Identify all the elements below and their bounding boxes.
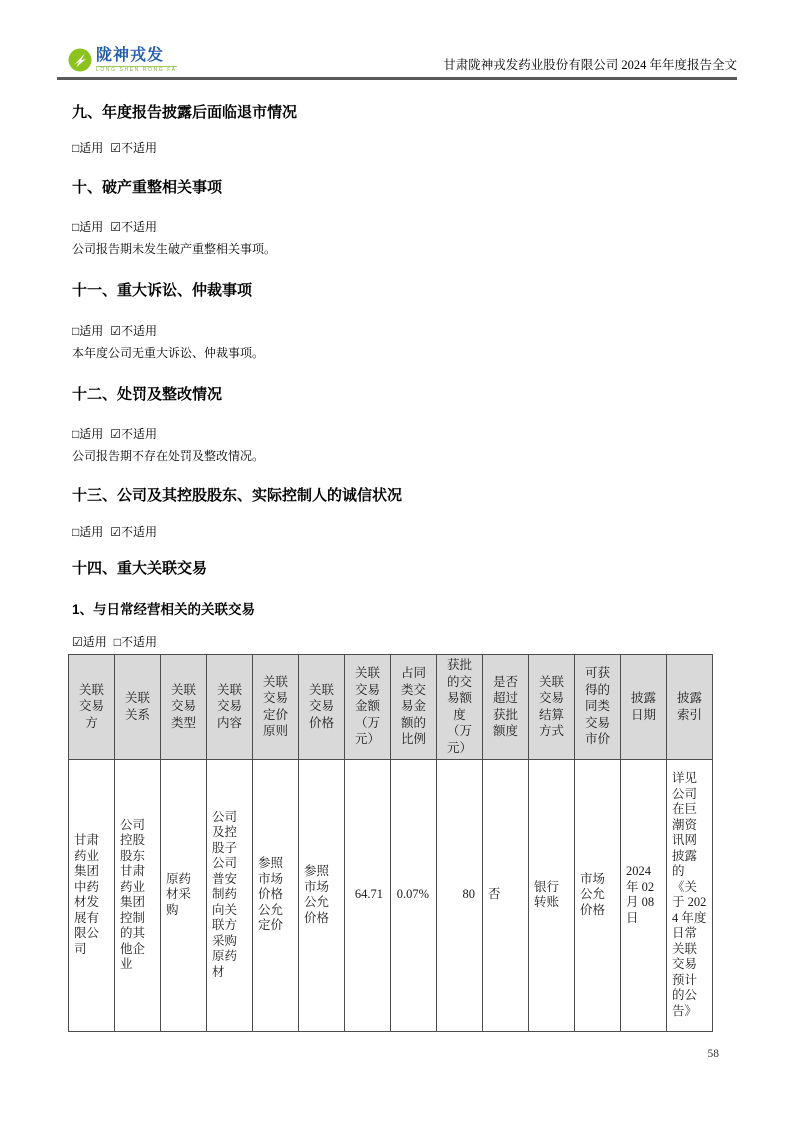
subsection-heading: 1、与日常经营相关的关联交易 [72,601,256,617]
col-header-disclosure-index: 披露索引 [667,654,713,759]
cell-proportion: 0.07% [391,759,437,1031]
cell-related-party: 甘肃药业集团中药材发展有限公司 [69,759,115,1031]
col-header-approved-quota: 获批的交易额度（万元） [437,654,483,759]
cell-disclosure-date: 2024 年 02 月 08 日 [621,759,667,1031]
cell-settlement-method: 银行转账 [529,759,575,1031]
cell-disclosure-index: 详见公司在巨潮资讯网披露的《关于 2024 年度日常关联交易预计的公告》 [667,759,713,1031]
logo-brand-subtitle: LONG SHEN RONG FA [96,67,177,73]
section-paragraph-12: 公司报告期不存在处罚及整改情况。 [72,448,265,463]
applicability-checkboxes-9: □适用 ☑不适用 [72,140,158,155]
col-header-pricing-principle: 关联交易定价原则 [253,654,299,759]
section-heading-14: 十四、重大关联交易 [72,559,208,577]
applicability-checkboxes-10: □适用 ☑不适用 [72,219,158,234]
col-header-disclosure-date: 披露日期 [621,654,667,759]
logo-brand-name: 陇神戎发 [96,47,165,64]
document-title: 甘肃陇神戎发药业股份有限公司 2024 年年度报告全文 [443,58,737,72]
col-header-transaction-content: 关联交易内容 [207,654,253,759]
header-divider [57,77,737,80]
col-header-market-price: 可获得的同类交易市价 [575,654,621,759]
applicability-checkboxes-subsection: ☑适用 □不适用 [72,634,158,649]
col-header-proportion: 占同类交易金额的比例 [391,654,437,759]
col-header-transaction-amount: 关联交易金额（万元） [345,654,391,759]
col-header-exceed-quota: 是否超过获批额度 [483,654,529,759]
section-paragraph-11: 本年度公司无重大诉讼、仲裁事项。 [72,345,265,360]
col-header-settlement-method: 关联交易结算方式 [529,654,575,759]
applicability-checkboxes-11: □适用 ☑不适用 [72,323,158,338]
page-header [57,0,737,73]
section-heading-10: 十、破产重整相关事项 [72,178,223,196]
related-transactions-table [68,654,713,1032]
company-logo [68,48,177,73]
table-data-row [69,759,713,1031]
page-number: 58 [707,1048,719,1060]
col-header-related-party: 关联交易方 [69,654,115,759]
cell-market-price: 市场公允价格 [575,759,621,1031]
cell-transaction-content: 公司及控股子公司普安制药向关联方采购原药材 [207,759,253,1031]
col-header-transaction-price: 关联交易价格 [299,654,345,759]
cell-pricing-principle: 参照市场价格公允定价 [253,759,299,1031]
cell-approved-quota: 80 [437,759,483,1031]
cell-exceed-quota: 否 [483,759,529,1031]
section-heading-9: 九、年度报告披露后面临退市情况 [72,103,298,121]
col-header-transaction-type: 关联交易类型 [161,654,207,759]
table-header-row [69,654,713,759]
cell-transaction-amount: 64.71 [345,759,391,1031]
section-paragraph-10: 公司报告期未发生破产重整相关事项。 [72,241,277,256]
cell-transaction-price: 参照市场公允价格 [299,759,345,1031]
col-header-relationship: 关联关系 [115,654,161,759]
section-heading-12: 十二、处罚及整改情况 [72,385,223,403]
logo-text [96,48,177,73]
cell-relationship: 公司控股股东甘肃药业集团控制的其他企业 [115,759,161,1031]
logo-bird-icon [68,48,92,72]
applicability-checkboxes-13: □适用 ☑不适用 [72,524,158,539]
section-heading-13: 十三、公司及其控股股东、实际控制人的诚信状况 [72,486,403,504]
applicability-checkboxes-12: □适用 ☑不适用 [72,426,158,441]
cell-transaction-type: 原药材采购 [161,759,207,1031]
section-heading-11: 十一、重大诉讼、仲裁事项 [72,281,253,299]
